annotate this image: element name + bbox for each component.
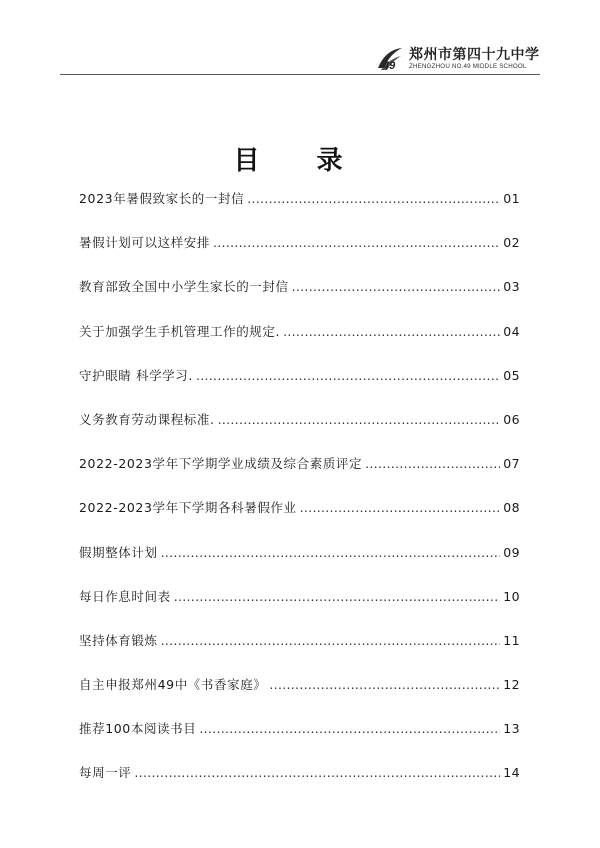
toc-entry[interactable] xyxy=(79,672,520,698)
toc-entry-label: 每日作息时间表 xyxy=(79,588,171,604)
toc-entry-page: 05 xyxy=(503,367,520,383)
toc-dot-leader xyxy=(269,672,500,698)
toc-entry-page: 08 xyxy=(503,500,520,516)
school-name-cn: 郑州市第四十九中学 xyxy=(409,47,540,63)
toc-entry-label: 自主申报郑州49中《书香家庭》 xyxy=(79,677,267,693)
toc-entry[interactable] xyxy=(79,230,520,256)
toc-entry[interactable] xyxy=(79,628,520,654)
toc-dot-leader xyxy=(134,760,500,786)
toc-entry[interactable] xyxy=(79,274,520,300)
toc-entry-page: 14 xyxy=(503,765,520,781)
toc-entry-label: 2023年暑假致家长的一封信 xyxy=(79,191,245,206)
toc-dot-leader xyxy=(161,540,501,566)
school-name-en: ZHENGZHOU NO.49 MIDDLE SCHOOL xyxy=(409,63,527,70)
toc-entry[interactable] xyxy=(79,407,520,433)
toc-dot-leader xyxy=(196,363,500,389)
page-title: 目 录 xyxy=(233,146,367,176)
toc-dot-leader xyxy=(300,495,501,521)
toc-entry-label: 每周一评 xyxy=(79,765,132,781)
toc-dot-leader xyxy=(247,186,500,212)
toc-entry-label: 教育部致全国中小学生家长的一封信 xyxy=(79,279,289,295)
toc-dot-leader xyxy=(174,584,501,610)
toc-dot-leader xyxy=(292,274,501,300)
toc-dot-leader xyxy=(199,716,500,742)
toc-dot-leader xyxy=(218,407,501,433)
toc-entry-label: 坚持体育锻炼 xyxy=(79,632,158,648)
toc-entry[interactable] xyxy=(79,540,520,566)
school-logo-49-icon xyxy=(375,46,405,72)
toc-entry[interactable] xyxy=(79,495,520,521)
toc-entry-page: 10 xyxy=(503,588,520,604)
toc-entry[interactable] xyxy=(79,319,520,345)
toc-entry-page: 02 xyxy=(503,235,520,251)
toc-entry-page: 09 xyxy=(503,544,520,560)
toc-entry-page: 04 xyxy=(503,323,520,339)
toc-dot-leader xyxy=(161,628,501,654)
toc-entry-page: 12 xyxy=(503,677,520,693)
table-of-contents xyxy=(79,186,520,805)
toc-entry-label: 推荐100本阅读书目 xyxy=(79,721,197,737)
toc-entry-page: 03 xyxy=(503,279,520,295)
toc-entry-label: 2022-2023学年下学期学业成绩及综合素质评定 xyxy=(79,456,363,472)
toc-entry-label: 关于加强学生手机管理工作的规定. xyxy=(79,323,281,339)
toc-entry[interactable] xyxy=(79,716,520,742)
toc-entry-page: 01 xyxy=(503,191,520,206)
toc-entry-label: 2022-2023学年下学期各科暑假作业 xyxy=(79,500,297,516)
toc-dot-leader xyxy=(365,451,500,477)
page-header xyxy=(0,0,600,80)
toc-entry-page: 07 xyxy=(503,456,520,472)
toc-entry-label: 守护眼睛 科学学习. xyxy=(79,367,193,383)
toc-entry[interactable] xyxy=(79,584,520,610)
toc-entry-label: 假期整体计划 xyxy=(79,544,158,560)
toc-entry-label: 暑假计划可以这样安排 xyxy=(79,235,211,251)
toc-entry-page: 11 xyxy=(503,632,520,648)
toc-dot-leader xyxy=(283,319,500,345)
toc-entry[interactable] xyxy=(79,363,520,389)
toc-entry[interactable] xyxy=(79,760,520,786)
toc-dot-leader xyxy=(213,230,500,256)
school-logo-number: 49 xyxy=(383,60,396,72)
toc-entry-page: 13 xyxy=(503,721,520,737)
header-divider xyxy=(60,74,540,75)
toc-entry-page: 06 xyxy=(503,411,520,427)
toc-entry[interactable] xyxy=(79,451,520,477)
toc-entry[interactable] xyxy=(79,186,520,212)
toc-entry-label: 义务教育劳动课程标准. xyxy=(79,411,215,427)
